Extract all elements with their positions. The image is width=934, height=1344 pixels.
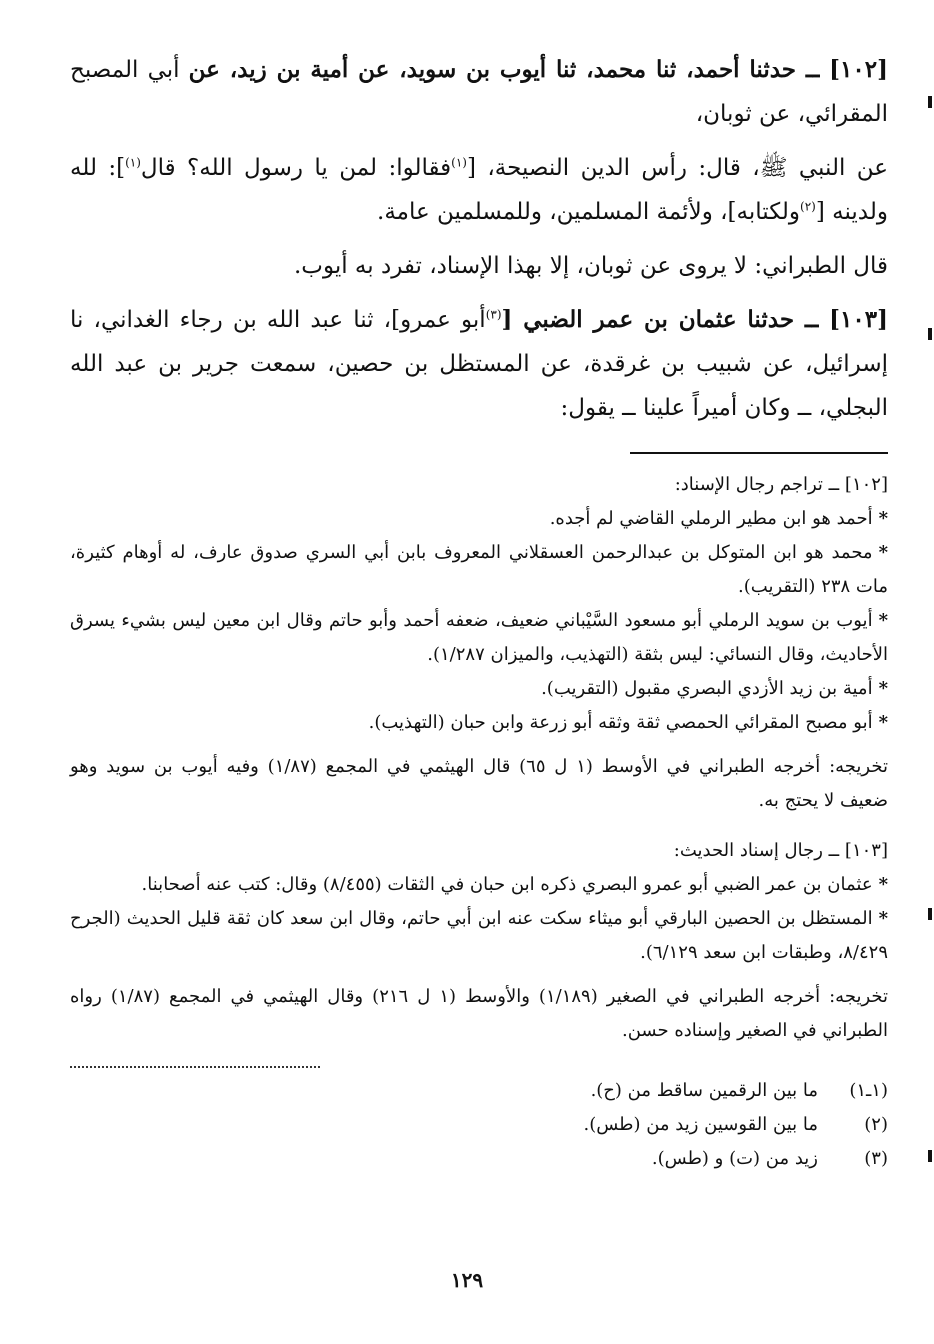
narrator-note: *المستظل بن الحصين البارقي أبو ميثاء سكت عنه ابن أبي حاتم، وقال ابن سعد كان ثقة قليل الحديث (الجرح ٨/٤٢٩، وطبقات ابن سعد ٦/١٢٩). — [70, 908, 888, 963]
narrator-note: *أحمد هو ابن مطير الرملي القاضي لم أجده. — [549, 508, 888, 529]
scan-edge-mark — [928, 328, 932, 340]
hadith-102-tabarani-comment: قال الطبراني: لا يروى عن ثوبان، إلا بهذا الإسناد، تفرد به أيوب. — [293, 253, 888, 279]
footnote-ref[interactable]: (١) — [451, 155, 467, 170]
hadith-102-isnad-line1: [١٠٢] ــ حدثنا أحمد، ثنا محمد، ثنا أيوب بن سويد، عن أمية بن زيد، عن — [188, 56, 888, 83]
scan-edge-mark — [928, 908, 932, 920]
footnote-ref[interactable]: (١) — [125, 155, 141, 170]
hadith-102-isnad-line2: أبي المصبح المقرائي، عن ثوبان، — [70, 57, 888, 127]
page-number: ١٢٩ — [450, 1268, 484, 1292]
notes-102-heading: [١٠٢] ــ تراجم رجال الإسناد: — [674, 474, 888, 495]
hadith-103: [١٠٣] ــ حدثنا عثمان بن عمر الضبي [$^{(٣)}$أبو عمرو]، ثنا عبد الله بن رجاء الغداني، نا إسرائيل، عن شبيب بن غرقدة، عن المستظل بن حصين، سمعت جرير بن عبد الله البجلي، ــ وكان أميراً علينا ــ يقول: — [70, 306, 888, 421]
page — [70, 48, 888, 1176]
footnote-separator — [70, 1066, 320, 1068]
footnote-ref[interactable]: (٣) — [485, 307, 502, 322]
narrator-note: *أيوب بن سويد الرملي أبو مسعود السَّيْباني ضعيف، ضعفه أحمد وأبو حاتم وقال ابن معين ليس بشيء يسرق الأحاديث، وقال النسائي: ليس بثقة (التهذيب، والميزان ١/٢٨٧). — [70, 610, 888, 665]
scan-edge-mark — [928, 96, 932, 108]
scan-edge-mark — [928, 1150, 932, 1162]
narrator-note: *عثمان بن عمر الضبي أبو عمرو البصري ذكره ابن حبان في الثقات (٨/٤٥٥) وقال: كتب عنه أصحابنا. — [141, 874, 888, 895]
narrator-note: *أبو مصبح المقرائي الحمصي ثقة وثقه أبو زرعة وابن حبان (التهذيب). — [368, 712, 888, 733]
narrator-note: *أمية بن زيد الأزدي البصري مقبول (التقريب). — [541, 678, 888, 699]
main-text — [70, 48, 888, 430]
takhrij-102: تخريجه: أخرجه الطبراني في الأوسط (١ ل ٦٥) قال الهيثمي في المجمع (١/٨٧) وفيه أيوب بن سويد وهو ضعيف لا يحتج به. — [70, 756, 888, 811]
hadith-102-matn: عن النبي ﷺ، قال: رأس الدين النصيحة، [$^{(١)}$فقالوا: لمن يا رسول الله؟ قال$^{(١)}$]: لله ولدينه [$^{(٢)}$ولكتابه]، ولأئمة المسلمين، وللمسلمين عامة. — [70, 155, 888, 225]
narrator-note: *محمد هو ابن المتوكل بن عبدالرحمن العسقلاني المعروف بابن أبي السري صدوق عارف، له أوهام كثيرة، مات ٢٣٨ (التقريب). — [70, 542, 888, 597]
separator-rule — [630, 452, 888, 454]
hadith-102-isnad — [70, 48, 888, 136]
commentary — [70, 468, 888, 1048]
footnote: (١ـ١)ما بين الرقمين ساقط من (ح). — [590, 1080, 888, 1101]
notes-103-heading: [١٠٣] ــ رجال إسناد الحديث: — [673, 840, 888, 861]
footnotes — [70, 1074, 888, 1176]
footnote-ref[interactable]: (٢) — [800, 199, 816, 214]
footnote: (٢)ما بين القوسين زيد من (طس). — [583, 1114, 888, 1135]
footnote: (٣)زيد من (ت) و (طس). — [651, 1148, 888, 1169]
takhrij-103: تخريجه: أخرجه الطبراني في الصغير (١/١٨٩) والأوسط (١ ل ٢١٦) وقال الهيثمي في المجمع (١/٨٧) رواه الطبراني في الصغير وإسناده حسن. — [70, 986, 889, 1041]
